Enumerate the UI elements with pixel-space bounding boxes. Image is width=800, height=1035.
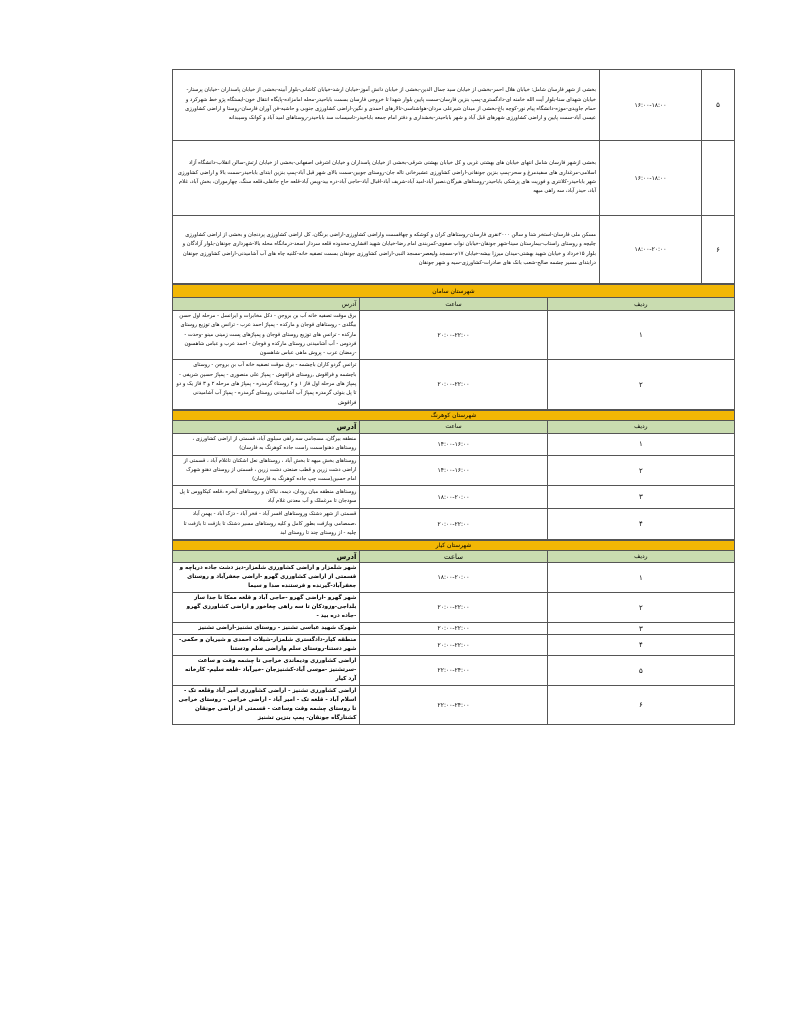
address-cell: منطقه کیار-دادگستری شلمزار-شیلات احمدی و شیریان و حکمی-شهر دستنا-روستای سلم واراضی سلم ودستنا (173, 635, 360, 656)
address-cell: قسمتی از شهر دشتک وروستاهای افسر آباد - فخر آباد - دزک آباد - بهمن آباد ،صمصامی وبازفت بطور کامل و کلیه روستاهای مسیر دشتک تا بازفت تا بازفت تا چلیه - از روستای چند تا روستای لبد (173, 509, 360, 540)
table-header-row (173, 551, 735, 563)
header-time: ساعت (360, 298, 547, 311)
address-cell: اراضی کشاورزی ودیماندی خراجی تا چشمه وقت و ساعت -سرتشنیز -موسی آباد-کشنیزجان -خیرآباد -قلعه سلیم- کارخانه آرد کیار (173, 656, 360, 686)
row-number: ۲ (547, 455, 734, 486)
table-row (173, 656, 735, 686)
header-address: آدرس (173, 420, 360, 433)
address-cell: بخشی از شهر فارسان شامل: خیابان هلال احمر-بخشی از خیابان سید جمال الدین-بخشی از خیابان دانش آموز-خیابان ارشد-خیابان کاشانی-بلوار آبینه-بخشی از خیابان پاسداران -خیابان پرستار-خیابان شهدای سنا-بلوار آیت الله خامنه ای-دادگستری-پمپ بنزین فارسان-سمت پایین بلوار شهدا تا خروجی فارسان بسمت باباحیدر-محله امامزاده-پایگاه انتقال خون-ایستگاه پژو خط شهرکرد و حمام جاویدی-موزه-دانشگاه پیام نور-کوچه باغ-بخشی از میدان شیرعلی مردان-هواشناسی-تالارهای احمدی و نگین-اراضی کشاورزی جنوبی و حاشیه-فن آوران فارسان-روستا و اراضی کشاورزی عیسی آباد-سمت پایین و اراضی کشاورزی شهرهای قبل آباد و شهر باباحیدر-بخشداری و دفتر امام جمعه باباحیدر-تاسیسات سد باباحیدر-روستاهای امید آباد و کوانک وسیبدانه (173, 70, 600, 141)
time-cell: ۱۴:۰۰-۱۶:۰۰ (360, 433, 547, 455)
time-cell: ۲۲:۰۰-۲۴:۰۰ (360, 686, 547, 725)
table-row (173, 623, 735, 635)
table-row (173, 593, 735, 623)
table-row (173, 563, 735, 593)
table-header-row (173, 420, 735, 433)
row-number: ۲ (547, 593, 734, 623)
table-row (173, 455, 735, 486)
time-cell: ۲۰:۰۰-۲۲:۰۰ (360, 311, 547, 360)
header-number: ردیف (547, 298, 734, 311)
time-cell: ۲۰:۰۰-۲۲:۰۰ (360, 635, 547, 656)
row-number: ۵ (702, 70, 735, 141)
section-banner (173, 541, 735, 551)
row-number: ۶ (702, 216, 735, 284)
saman-table (172, 284, 735, 410)
address-cell: مسکن ملی فارسان-استخر شنا و سالن ۲۰۰۰نفری فارسان-روستاهای کران و کوشکه و چهاقسمت واراضی کشاورزی-اراضی برنگان، کل اراضی کشاورزی پردنجان و بخشی از اراضی کشاورزی چلیچه و روستای راستاب-بیمارستان سینا-شهر جونقان-خیابان نواب صفوی-کمربندی امام رضا-خیابان شهید افشاری-محدوده قلعه سردار اسعد-درمانگاه محله بالا-شهرداری جونقان-بلوار آزادگان و بلوار ۱۵خرداد و خیابان شهید بهشتی-میدان میرزا بیشه-خیابان ۱۷م-مسجد ولیعصر-مسجد النبی-اراضی کشاورزی جونقان بسمت تصفیه خانه-کلنیه چاه های آب آشامیدنی-اراضی کشاورزی جونقان درابتدای مسیر چشمه صالح-شعب بانک های صادرات-کشاورزی-سیه و شهر جونقان (173, 216, 600, 284)
table-row (173, 635, 735, 656)
address-cell: اراضی کشاورزی تشنیز - اراضی کشاورزی امیر آباد وقلعه تک - اسلام آباد - قلعه تک - امیر آباد - اراضی خراجی - روستای خراجی تا روستای چشمه وقت وساعت - قسمتی از اراضی جونقان کشتارگاه جونقان- پمپ بنزین تشنیز (173, 686, 360, 725)
header-time: ساعت (360, 420, 547, 433)
address-cell: شهر شلمزار و اراضی کشاورزی شلمزار-دیز دشت جاده دریاچه و قسمتی از اراضی کشاورزی گهرو -اراضی جعفرآباد و روستای جعفرآباد-گیرنده و فرستنده صدا و سیما (173, 563, 360, 593)
row-number: ۱ (547, 563, 734, 593)
header-time: ساعت (360, 551, 547, 563)
section-title: شهرستان کوهرنگ (173, 410, 735, 420)
time-cell: ۲۰:۰۰-۲۲:۰۰ (360, 593, 547, 623)
row-number: ۵ (547, 656, 734, 686)
kohrang-table (172, 410, 735, 540)
section-title: شهرستان کیار (173, 541, 735, 551)
row-number: ۳ (547, 486, 734, 509)
row-number: ۶ (547, 686, 734, 725)
time-cell: ۱۴:۰۰-۱۶:۰۰ (360, 455, 547, 486)
table-row (173, 141, 735, 216)
row-number: ۴ (547, 635, 734, 656)
header-number: ردیف (547, 551, 734, 563)
outage-schedule-sheet (172, 69, 735, 725)
table-row (173, 360, 735, 409)
address-cell: شهر گهرو -اراضی گهرو -حاجی آباد و قلعه ممکا تا جدا ساز بلداجی-وزودکان تا سه راهی چغاخور و اراضی کشاورزی گهرو -جاده دره بید - (173, 593, 360, 623)
table-row (173, 311, 735, 360)
address-cell: روستاهای منطقه میان رودان، دیمه، نیاکان و روستاهای آبخره ،قلعه کیکاووس تا پل سودجان تا مرغملک و آب معدنی غلام آباد (173, 486, 360, 509)
section-title: شهرستان سامان (173, 285, 735, 298)
header-address: آدرس (173, 298, 360, 311)
farsan-table (172, 69, 735, 284)
row-number: ۳ (547, 623, 734, 635)
header-address: آدرس (173, 551, 360, 563)
section-banner (173, 285, 735, 298)
header-number: ردیف (547, 420, 734, 433)
time-cell: ۲۰:۰۰-۲۲:۰۰ (360, 509, 547, 540)
row-number: ۲ (547, 360, 734, 409)
table-row (173, 686, 735, 725)
address-cell: شهرک شهید عباسی تشنیز - روستای تشنیز-اراضی تشنیز (173, 623, 360, 635)
address-cell: ترانس گردو کاران باچشمه - برق موقت تصفیه خانه آب بن بروجن - روستای باچشمه و فراقوش ,روستای فراقوش - پمپاژ علی منصوری - پمپاژ حسین شریفی - پمپاژ های مرحله اول فاز ۱ و ۲ روستاء گرمدره - پمپاژ های مرحله ۲ و ۳ فاز یک و دو تا پل بنوئی گرمدره پمپاژ آب آشامیدنی روستای گرمدره - پمپاژ آب آشامیدنی فراقوش (173, 360, 360, 409)
table-row (173, 486, 735, 509)
address-cell: منطقه بیرگان، مسجامی سه راهی سبلوی آباد، قسمتی از اراضی کشاورزی ، روستاهای دهنو(سمت راست جاده کوهرنگ به فارسان) (173, 433, 360, 455)
time-cell: ۱۸:۰۰-۲۰:۰۰ (360, 486, 547, 509)
address-cell: روستاهای بخش میهه تا بخش آباد ، روستاهای نعل اشکنان تاغلام آباد ، قسمتی از اراضی دشت زرین و قطب صنعتی دشت زرین ، قسمتی از روستای دهنو شهرک امام حسین(سمت چپ جاده کوهرنگ به فارسان) (173, 455, 360, 486)
row-number: ۱ (547, 311, 734, 360)
time-cell: ۲۰:۰۰-۲۲:۰۰ (360, 623, 547, 635)
kiar-table (172, 540, 735, 725)
table-row (173, 433, 735, 455)
row-number (702, 141, 735, 216)
time-cell: ۱۸:۰۰-۲۰:۰۰ (600, 216, 702, 284)
table-row (173, 216, 735, 284)
table-row (173, 70, 735, 141)
table-header-row (173, 298, 735, 311)
time-cell: ۱۶:۰۰-۱۸:۰۰ (600, 141, 702, 216)
row-number: ۴ (547, 509, 734, 540)
time-cell: ۱۶:۰۰-۱۸:۰۰ (600, 70, 702, 141)
address-cell: بخشی ازشهر فارسان شامل انتهای خیابان های بهشتی غربی و کل خیابان بهشتی شرقی-بخشی از خیابان پاسداران و خیابان اشرفی اصفهانی-بخشی از خیابان ارتش-سالن انقلاب-دانشگاه آزاد اسلامی-مرغداری های سفیدمرغ و سحر-پمپ بنزین جونقانی-اراضی کشاورزی عشیرخانی تاله جان-روستای جوبین-سمت بالای شهر قبل آباد-پمپ بنزین ابتدای باباحیدر-سمت بالا و اراضی کشاورزی شهر باباحیدر-کلانتری و فوریت های پزشکی باباحیدر-روستاهای هیرگان،نصیر آباد-امید آباد-شریف آباد-اقبال آباد-حاجی آباد-دره بید-ویس آباد-قلعه حاج جانقلی،قلعه سنگ، چهارموران، بخش آباد، غلام آباد، حیدر آباد، سه راهی میهه (173, 141, 600, 216)
row-number: ۱ (547, 433, 734, 455)
address-cell: برق موقت تصفیه خانه آب بن بروجن - دکل مخابرات و ایرانسل - مرحله اول حسن بیگلدی - روستاهای فوجان و مارکده - پمپاژ احمد عرب - ترانس های توزیع روستای مارکده - ترانس های توزیع روستای فوجان و پمپاژهای پست زمینی مینو -وحدت - فردوس - آب آشامیدنی روستای مارکده و فوجان - احمد عرب و عباس شاهسون -رمضان عرب - پروش ماهی عباس شاهسون (173, 311, 360, 360)
section-banner (173, 410, 735, 420)
table-row (173, 509, 735, 540)
time-cell: ۱۸:۰۰-۲۰:۰۰ (360, 563, 547, 593)
time-cell: ۲۲:۰۰-۲۴:۰۰ (360, 656, 547, 686)
time-cell: ۲۰:۰۰-۲۲:۰۰ (360, 360, 547, 409)
